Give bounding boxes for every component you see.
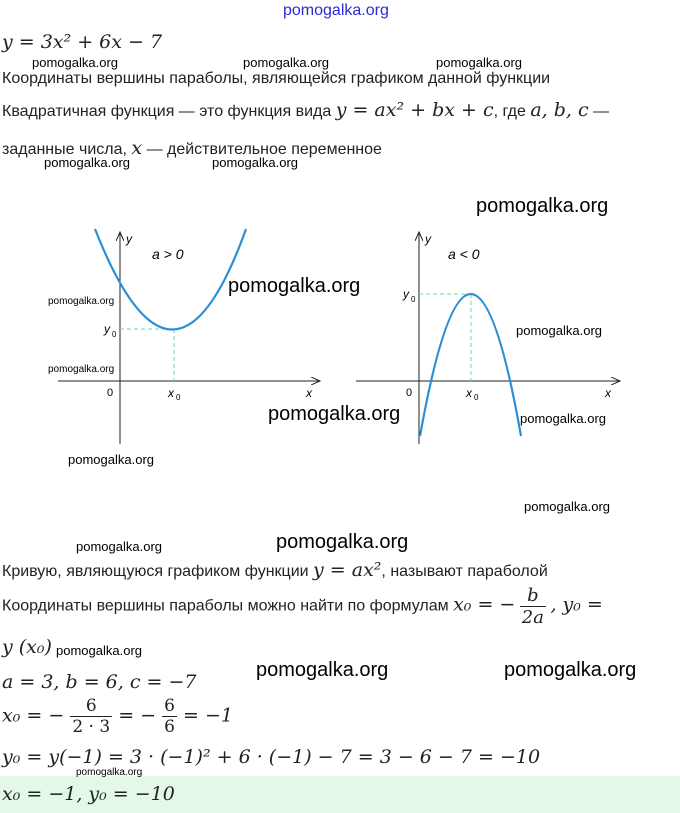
parabola-sentence-b: , называют параболой (381, 563, 548, 580)
watermark: pomogalka.org (504, 659, 637, 681)
watermark: pomogalka.org (520, 411, 606, 426)
watermark: pomogalka.org (524, 499, 610, 514)
watermark: pomogalka.org (276, 531, 409, 553)
definition-prefix: Квадратичная функция — это функция вида (2, 103, 332, 120)
watermark: pomogalka.org (32, 55, 118, 70)
watermark: pomogalka.org (228, 275, 361, 297)
vertex-x0-fraction (520, 585, 546, 628)
right-condition: a < 0 (448, 246, 480, 262)
solution-x0-lhs: x₀ = − (2, 704, 65, 727)
right-y0: y (403, 287, 409, 301)
vertex-sentence: Координаты вершины параболы можно найти по формулам (2, 597, 449, 615)
definition-line2-a: заданные числа, (2, 141, 127, 158)
left-x-label: x (306, 386, 312, 400)
watermark: pomogalka.org (476, 195, 609, 217)
vertex-x0-den: 2a (521, 607, 544, 628)
watermark: pomogalka.org (516, 323, 602, 338)
definition-line1 (2, 99, 609, 121)
left-origin: 0 (107, 387, 114, 399)
vertex-x0-lhs: x₀ = − (453, 593, 516, 616)
parabola-formula: y = ax² (313, 559, 382, 581)
watermark: pomogalka.org (48, 296, 115, 307)
right-x-label: x (605, 386, 611, 400)
right-x0: x (466, 386, 472, 400)
solution-x0-mid: = − (118, 704, 157, 727)
right-origin: 0 (406, 387, 413, 399)
vertex-x0-num: b (527, 585, 539, 606)
solution-x0-num1: 6 (85, 696, 97, 716)
vertex-y0-line2: y (x₀) (2, 636, 52, 658)
left-parabola-curve (95, 229, 246, 330)
watermark: pomogalka.org (268, 403, 401, 425)
answer: x₀ = −1, y₀ = −10 (2, 783, 175, 805)
watermark: pomogalka.org (76, 539, 162, 554)
watermark: pomogalka.org (76, 767, 143, 778)
left-y0-sub: 0 (112, 330, 117, 339)
solution-x0-fraction2 (162, 696, 177, 737)
parabola-sentence-a: Кривую, являющуюся графиком функции (2, 563, 309, 580)
site-link[interactable]: pomogalka.org (283, 2, 389, 19)
solution-x0-fraction1 (70, 696, 112, 737)
watermark: pomogalka.org (68, 452, 154, 467)
watermark: pomogalka.org (56, 643, 142, 658)
solution-x0-den2: 6 (164, 717, 175, 737)
solution-coefficients: a = 3, b = 6, c = −7 (2, 671, 197, 693)
definition-formula: y = ax² + bx + c (335, 99, 494, 121)
solution-x0 (2, 696, 233, 737)
right-y-label: y (425, 232, 431, 246)
left-x0: x (168, 386, 174, 400)
right-x0-sub: 0 (474, 393, 479, 402)
left-x0-sub: 0 (176, 393, 181, 402)
solution-x0-den1: 2 · 3 (72, 717, 111, 737)
watermark: pomogalka.org (212, 155, 298, 170)
watermark: pomogalka.org (256, 659, 389, 681)
watermark: pomogalka.org (243, 55, 329, 70)
solution-x0-num2: 6 (164, 696, 175, 716)
definition-where: , где (493, 103, 526, 120)
watermark: pomogalka.org (48, 364, 115, 375)
solution-x0-result: = −1 (183, 704, 233, 727)
left-y-label: y (126, 232, 132, 246)
watermark: pomogalka.org (436, 55, 522, 70)
solution-y0: y₀ = y(−1) = 3 · (−1)² + 6 · (−1) − 7 = 3 − 6 − 7 = −10 (2, 746, 541, 768)
definition-dash: — (593, 103, 610, 120)
parabola-sentence (2, 559, 548, 581)
left-y0: y (104, 322, 110, 336)
vertex-y0-rhs: , y₀ = (550, 593, 603, 616)
definition-line2-b: — действительное переменное (146, 141, 382, 158)
watermark: pomogalka.org (44, 155, 130, 170)
right-y0-sub: 0 (411, 295, 416, 304)
definition-var: x (131, 137, 143, 159)
left-condition: a > 0 (152, 246, 184, 262)
task-function: y = 3x² + 6x − 7 (2, 31, 163, 53)
definition-coeffs: a, b, c (530, 99, 589, 121)
vertex-formula-line (2, 585, 603, 628)
task-question: Координаты вершины параболы, являющейся графиком данной функции (2, 70, 551, 87)
